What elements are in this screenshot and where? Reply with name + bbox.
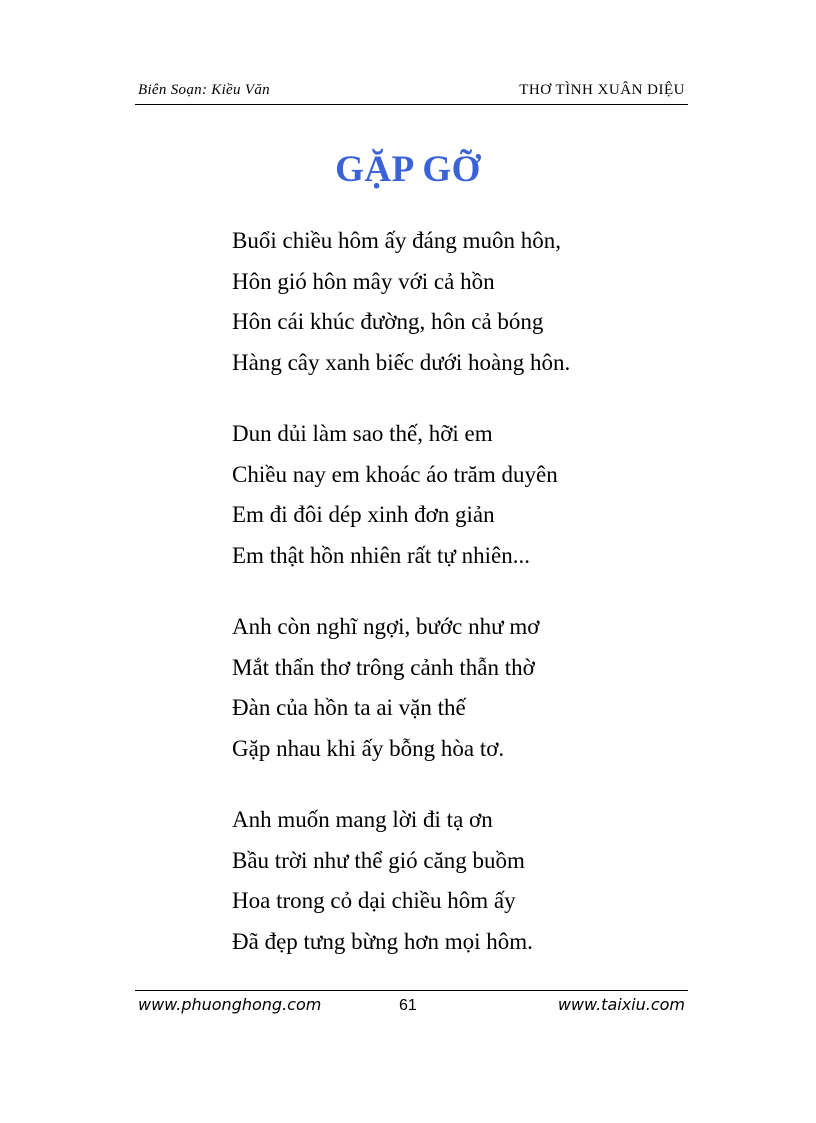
- page-footer: [135, 990, 688, 1021]
- poem-line: Gặp nhau khi ấy bỗng hòa tơ.: [232, 735, 505, 761]
- poem-title: GẶP GỠ: [335, 149, 481, 190]
- poem-line: Anh còn nghĩ ngợi, bước như mơ: [232, 614, 540, 639]
- poem-line: Em đi đôi dép xinh đơn giản: [232, 502, 495, 527]
- footer-website-right: www.taixiu.com: [557, 995, 685, 1014]
- footer-website-left: www.phuonghong.com: [138, 995, 322, 1014]
- poem-line: Dun dủi làm sao thế, hỡi em: [232, 421, 493, 446]
- poem-line: Hôn gió hôn mây với cả hồn: [232, 268, 495, 294]
- poem-line: Đàn của hồn ta ai vặn thế: [232, 695, 466, 720]
- page-header: [135, 82, 688, 105]
- poem-line: Hàng cây xanh biếc dưới hoàng hôn.: [232, 349, 571, 375]
- poem-line: Mắt thẩn thơ trông cảnh thẫn thờ: [232, 654, 535, 680]
- poem-line: Em thật hồn nhiên rất tự nhiên...: [232, 542, 530, 568]
- stanza: [232, 607, 732, 769]
- poem-line: Bầu trời như thể gió căng buồm: [232, 847, 525, 873]
- poem-line: Đã đẹp tưng bừng hơn mọi hôm.: [232, 928, 533, 954]
- poem-line: Anh muốn mang lời đi tạ ơn: [232, 807, 493, 832]
- stanza: [232, 800, 732, 962]
- stanza: [232, 414, 732, 576]
- stanza: [232, 221, 732, 383]
- editor-credit: Biên Soạn: Kiều Văn: [138, 82, 270, 98]
- book-title: THƠ TÌNH XUÂN DIỆU: [519, 82, 685, 98]
- poem-body: [232, 221, 732, 962]
- poem-line: Buổi chiều hôm ấy đáng muôn hôn,: [232, 228, 561, 253]
- poem-line: Chiều nay em khoác áo trăm duyên: [232, 461, 558, 487]
- poem-line: Hoa trong cỏ dại chiều hôm ấy: [232, 888, 516, 913]
- page-number: 61: [399, 997, 417, 1014]
- poem-line: Hôn cái khúc đường, hôn cả bóng: [232, 309, 544, 334]
